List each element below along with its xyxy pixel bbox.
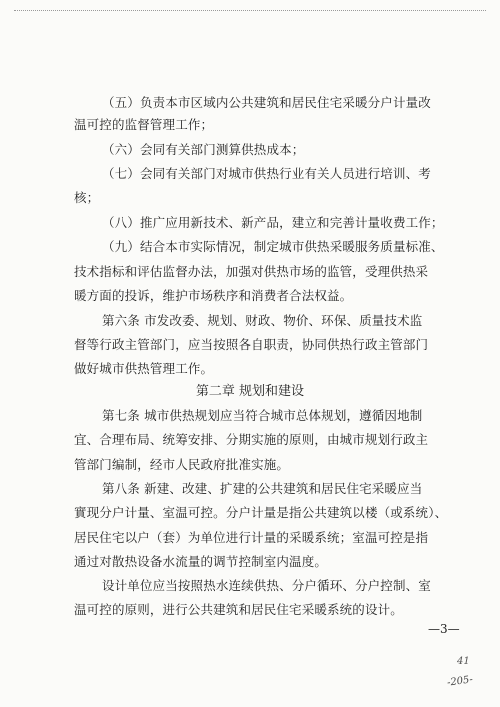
top-dotted-line xyxy=(14,10,486,11)
text-line: 第六条 市发改委、规划、财政、物价、环保、质量技术监 xyxy=(102,313,423,328)
handwritten-mark: -205- xyxy=(446,674,474,689)
text-line: 第八条 新建、改建、扩建的公共建筑和居民住宅采暖应当 xyxy=(102,481,423,496)
text-line: 做好城市供热管理工作。 xyxy=(74,361,214,376)
handwritten-mark: 41 xyxy=(457,656,470,667)
text-line: 暖方面的投诉，维护市场秩序和消费者合法权益。 xyxy=(74,288,353,303)
text-line: 督等行政主管部门，应当按照各自职责，协同供热行政主管部门 xyxy=(74,337,429,352)
text-line: 核； xyxy=(74,190,100,205)
text-line: 通过对散热设备水流量的调节控制室内温度。 xyxy=(74,554,328,569)
text-line: 设计单位应当按照热水连续供热、分户循环、分户控制、室 xyxy=(102,578,431,593)
text-line: 宜、合理布局、统筹安排、分期实施的原则，由城市规划行政主 xyxy=(74,432,429,447)
text-line: 技术指标和评估监督办法，加强对供热市场的监管，受理供热采 xyxy=(74,264,429,279)
text-line: （八）推广应用新技术、新产品，建立和完善计量收费工作； xyxy=(102,215,444,230)
text-line: 温可控的原则，进行公共建筑和居民住宅采暖系统的设计。 xyxy=(74,602,403,617)
page-number: —3— xyxy=(428,622,460,636)
text-line: 第七条 城市供热规划应当符合城市总体规划，遵循因地制 xyxy=(102,408,423,423)
text-line: （九）结合本市实际情况，制定城市供热采暖服务质量标准、 xyxy=(102,239,444,254)
chapter-title: 第二章 规划和建设 xyxy=(195,384,305,399)
text-line: （七）会同有关部门对城市供热行业有关人员进行培训、考 xyxy=(102,166,431,181)
text-line: 居民住宅以户（套）为单位进行计量的采暖系统；室温可控是指 xyxy=(74,530,429,545)
text-line: 管部门编制，经市人民政府批准实施。 xyxy=(74,457,290,472)
text-line: 實现分户计量、室温可控。分户计量是指公共建筑以楼（或系统）、 xyxy=(74,505,448,520)
text-line: 温可控的监督管理工作； xyxy=(74,117,214,132)
text-line: （五）负责本市区域内公共建筑和居民住宅采暖分户计量改 xyxy=(102,95,431,110)
text-line: （六）会同有关部门测算供热成本； xyxy=(102,142,305,157)
